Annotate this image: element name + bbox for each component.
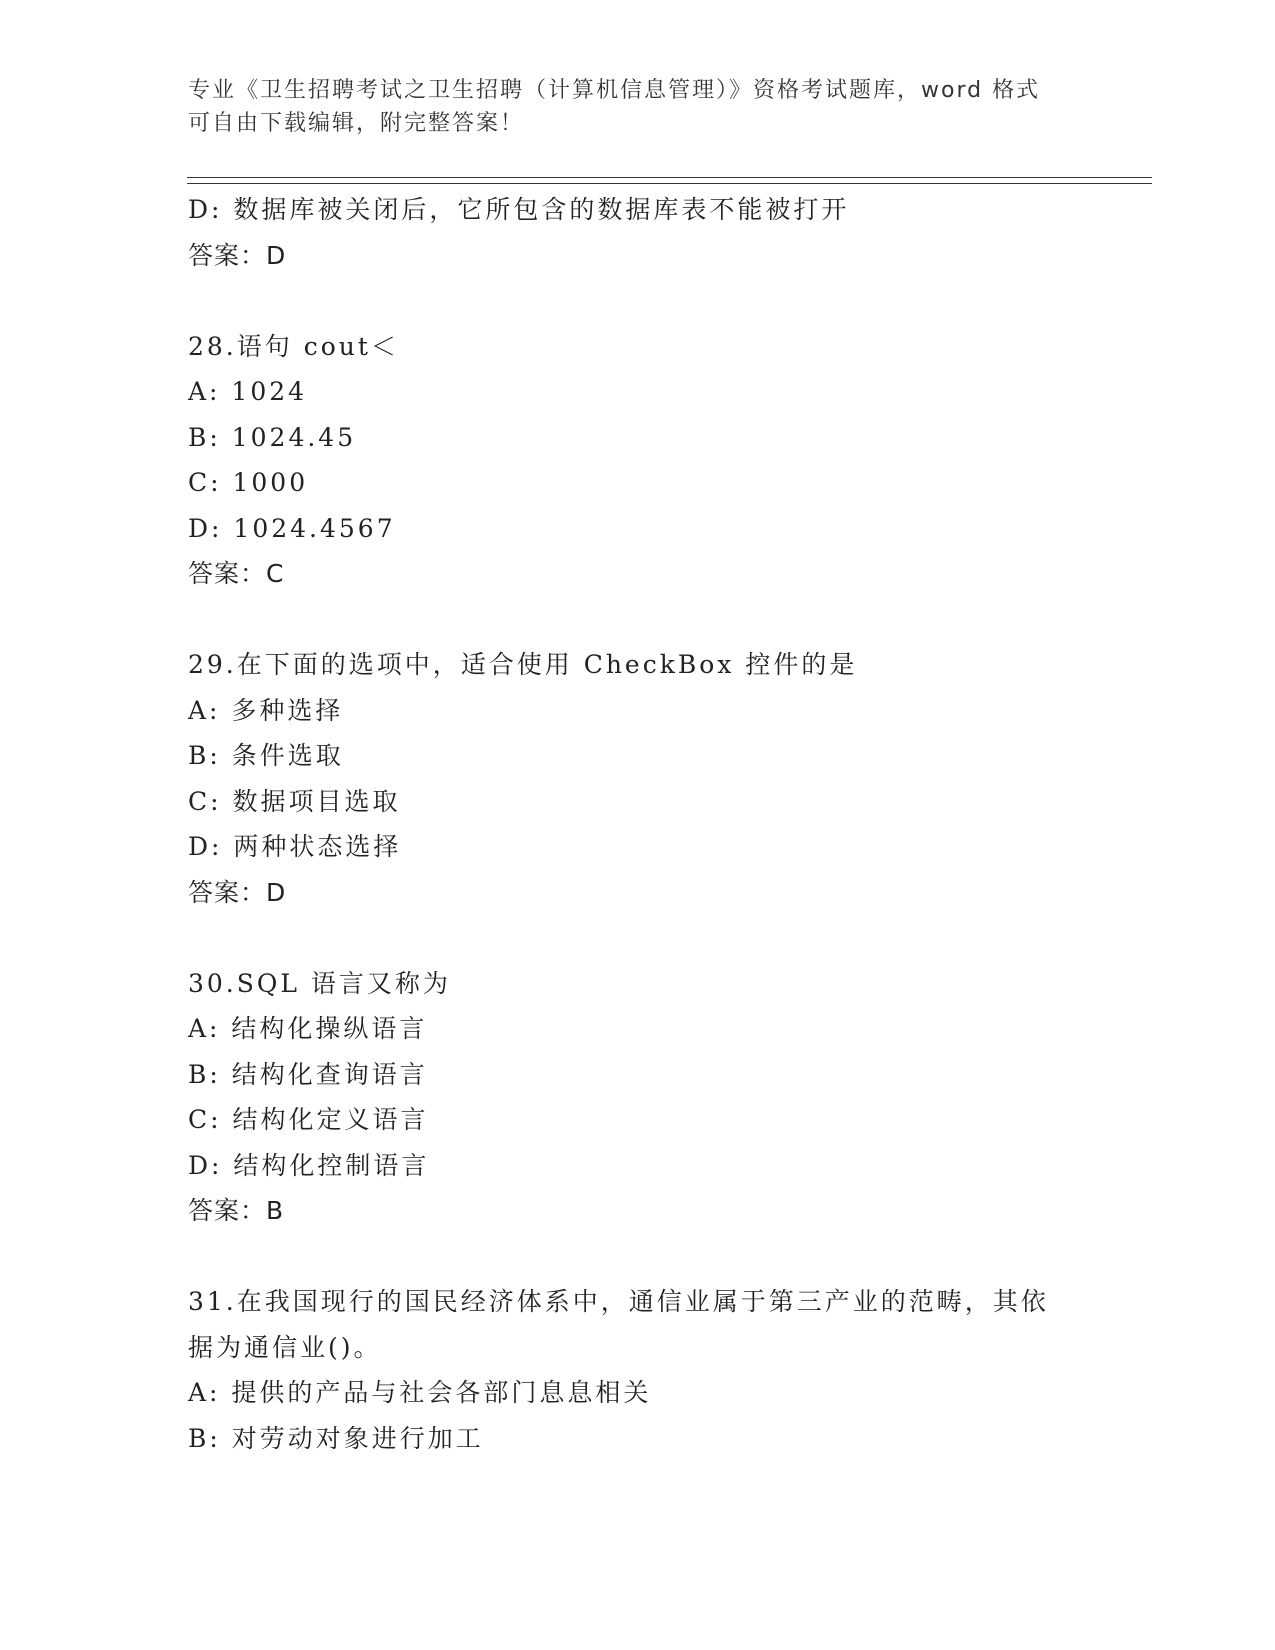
option-d: D: 结构化控制语言 xyxy=(188,1150,430,1180)
question-stem: 31.在我国现行的国民经济体系中，通信业属于第三产业的范畴，其依 xyxy=(188,1287,1049,1316)
spacer xyxy=(188,278,1088,324)
option-b: B: 结构化查询语言 xyxy=(188,1059,428,1089)
option-b: B: 对劳动对象进行加工 xyxy=(188,1423,484,1453)
option-a: A: 提供的产品与社会各部门息息相关 xyxy=(188,1378,652,1407)
answer-line: 答案：C xyxy=(188,559,285,588)
option-b: B: 1024.45 xyxy=(188,422,357,452)
option-c: C: 1000 xyxy=(188,468,309,497)
header-divider-top xyxy=(187,177,1152,178)
question-stem: 28.语句 cout＜ xyxy=(188,331,399,361)
document-header xyxy=(188,74,1088,140)
option-a: A: 1024 xyxy=(188,377,308,406)
option-a: A: 结构化操纵语言 xyxy=(188,1014,428,1043)
answer-line: 答案：B xyxy=(188,1196,285,1225)
spacer xyxy=(188,597,1088,643)
answer-line: 答案：D xyxy=(188,240,287,270)
option-c: C: 数据项目选取 xyxy=(188,786,401,816)
question-list xyxy=(188,187,1088,1461)
header-line-2: 可自由下载编辑，附完整答案！ xyxy=(188,111,525,136)
spacer xyxy=(188,1234,1088,1280)
option-d: D: 数据库被关闭后，它所包含的数据库表不能被打开 xyxy=(188,195,850,224)
question-stem-continued: 据为通信业()。 xyxy=(188,1332,382,1362)
option-a: A: 多种选择 xyxy=(188,695,344,725)
option-c: C: 结构化定义语言 xyxy=(188,1105,429,1134)
question-stem: 30.SQL 语言又称为 xyxy=(188,968,451,998)
header-line-1: 专业《卫生招聘考试之卫生招聘（计算机信息管理）》资格考试题库，word 格式 xyxy=(188,78,1041,103)
question-stem: 29.在下面的选项中，适合使用 CheckBox 控件的是 xyxy=(188,650,858,679)
option-d: D: 两种状态选择 xyxy=(188,832,402,861)
answer-line: 答案：D xyxy=(188,877,287,907)
spacer xyxy=(188,915,1088,961)
option-b: B: 条件选取 xyxy=(188,741,344,770)
header-divider-bottom xyxy=(187,183,1152,184)
option-d: D: 1024.4567 xyxy=(188,513,396,543)
